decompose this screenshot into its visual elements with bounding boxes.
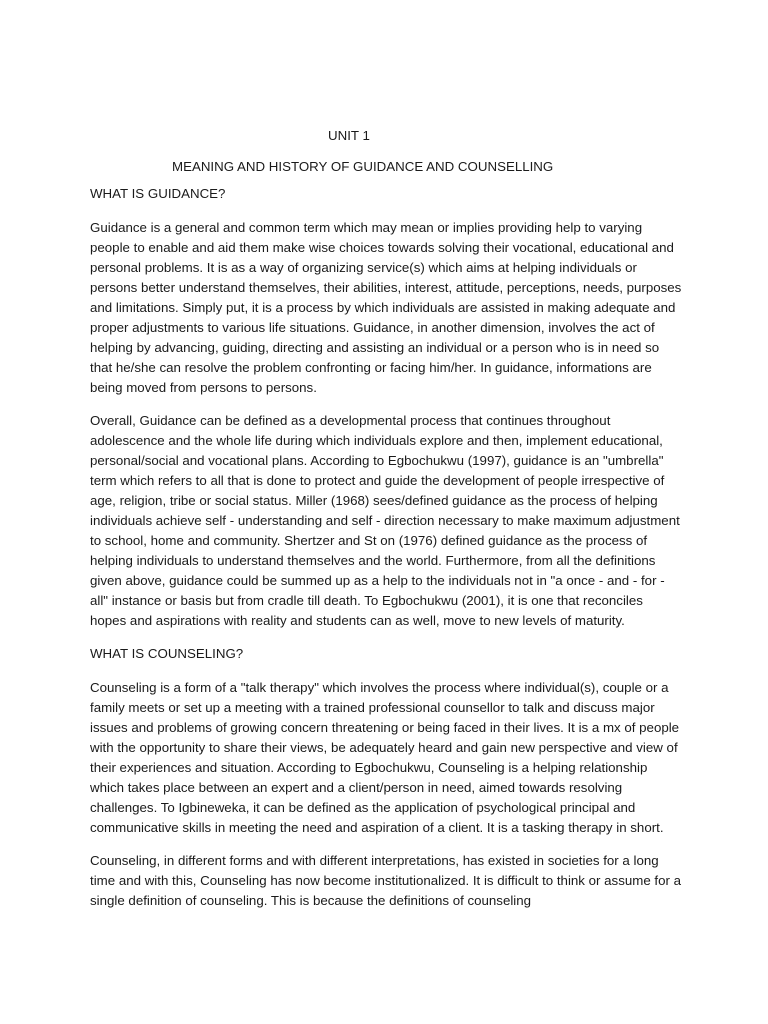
document-title: MEANING AND HISTORY OF GUIDANCE AND COUNSELLING — [172, 159, 554, 174]
document-body — [90, 126, 682, 911]
section-heading: WHAT IS GUIDANCE? — [90, 186, 226, 201]
paragraph: Counseling is a form of a "talk therapy" which involves the process where individual(s), couple or a family meets or set up a meeting with a trained professional counsellor to talk and discuss major issues and problems of growing concern threatening or being faced in their lives. It is a mx of people with the opportunity to share their views, be adequately heard and gain new perspective and view of their experiences and situation. According to Egbochukwu, Counseling is a helping relationship which takes place between an expert and a client/person in need, aimed towards resolving challenges. To Igbineweka, it can be defined as the application of psychological principal and communicative skills in meeting the need and aspiration of a client. It is a tasking therapy in short. — [90, 680, 680, 835]
unit-title: UNIT 1 — [328, 128, 370, 143]
paragraph: Overall, Guidance can be defined as a developmental process that continues throughout adolescence and the whole life during which individuals explore and then, implement educational, personal/social and vocational plans. According to Egbochukwu (1997), guidance is an "umbrella" term which refers to all that is done to protect and guide the development of people irrespective of age, religion, tribe or social status. Miller (1968) sees/defined guidance as the process of helping individuals achieve self - understanding and self - direction necessary to make maximum adjustment to school, home and community. Shertzer and St on (1976) defined guidance as the process of helping individuals to understand themselves and the world. Furthermore, from all the definitions given above, guidance could be summed up as a help to the individuals not in "a once - and - for - all" instance or basis but from cradle till death. To Egbochukwu (2001), it is one that reconciles hopes and aspirations with reality and students can as well, move to new levels of maturity. — [90, 413, 680, 628]
section-heading: WHAT IS COUNSELING? — [90, 646, 244, 661]
paragraph: Guidance is a general and common term which may mean or implies providing help to varying people to enable and aid them make wise choices towards solving their vocational, educational and personal problems. It is as a way of organizing service(s) which aims at helping individuals or persons better understand themselves, their abilities, interest, attitude, perceptions, needs, purposes and limitations. Simply put, it is a process by which individuals are assisted in making adequate and proper adjustments to various life situations. Guidance, in another dimension, involves the act of helping by advancing, guiding, directing and assisting an individual or a person who is in need so that he/she can resolve the problem confronting or facing him/her. In guidance, informations are being moved from persons to persons. — [90, 220, 682, 395]
paragraph: Counseling, in different forms and with different interpretations, has existed in societies for a long time and with this, Counseling has now become institutionalized. It is difficult to think or assume for a single definition of counseling. This is because the definitions of counseling — [90, 853, 682, 908]
section-counseling — [90, 644, 682, 911]
section-guidance — [90, 184, 682, 631]
